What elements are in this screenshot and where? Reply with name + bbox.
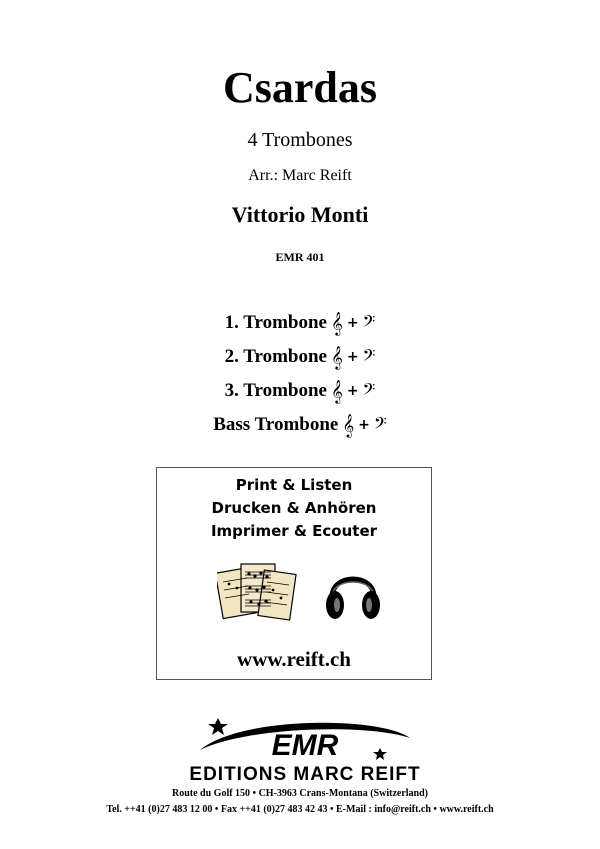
print-listen-box bbox=[156, 467, 432, 680]
part-label: 3. Trombone bbox=[224, 380, 327, 401]
bass-clef-icon: 𝄢 bbox=[362, 311, 376, 335]
sheet-music-icon bbox=[217, 560, 297, 630]
catalog-number: EMR 401 bbox=[275, 250, 325, 264]
plus-sign: + bbox=[358, 417, 370, 433]
promo-line-en: Print & Listen bbox=[235, 476, 353, 494]
clefs bbox=[331, 347, 375, 367]
part-label: Bass Trombone bbox=[213, 414, 339, 435]
clefs bbox=[342, 415, 386, 435]
headphones-icon bbox=[324, 563, 382, 623]
treble-clef-icon: 𝄞 bbox=[330, 345, 343, 369]
part-label: 1. Trombone bbox=[224, 312, 327, 333]
composer: Vittorio Monti bbox=[231, 202, 369, 227]
svg-text:EDITIONS MARC REIFT: EDITIONS MARC REIFT bbox=[189, 764, 421, 784]
bass-clef-icon: 𝄢 bbox=[362, 345, 376, 369]
subtitle: 4 Trombones bbox=[247, 129, 353, 151]
clefs bbox=[331, 313, 375, 333]
parts-list bbox=[0, 306, 600, 442]
emr-logo bbox=[160, 712, 450, 784]
bass-clef-icon: 𝄢 bbox=[362, 379, 376, 403]
promo-line-de: Drucken & Anhören bbox=[211, 499, 377, 517]
arranger: Arr.: Marc Reift bbox=[248, 167, 352, 184]
treble-clef-icon: 𝄞 bbox=[330, 311, 343, 335]
plus-sign: + bbox=[346, 383, 359, 399]
part-item bbox=[0, 374, 600, 408]
bass-clef-icon: 𝄢 bbox=[373, 413, 387, 437]
publisher-address: Route du Golf 150 • CH-3963 Crans-Montana (Switzerland) bbox=[172, 788, 428, 799]
publisher-contact: Tel. ++41 (0)27 483 12 00 • Fax ++41 (0)27 483 42 43 • E-Mail : info@reift.ch • www.reift.ch bbox=[106, 804, 494, 815]
treble-clef-icon: 𝄞 bbox=[342, 413, 355, 437]
plus-sign: + bbox=[346, 349, 359, 365]
part-item bbox=[0, 306, 600, 340]
part-item bbox=[0, 408, 600, 442]
treble-clef-icon: 𝄞 bbox=[330, 379, 343, 403]
part-label: 2. Trombone bbox=[224, 346, 327, 367]
clefs bbox=[331, 381, 375, 401]
promo-line-fr: Imprimer & Ecouter bbox=[210, 522, 378, 540]
svg-text:EMR: EMR bbox=[271, 729, 339, 762]
plus-sign: + bbox=[346, 315, 359, 331]
website-link[interactable]: www.reift.ch bbox=[237, 647, 351, 671]
part-item bbox=[0, 340, 600, 374]
title: Csardas bbox=[222, 63, 378, 112]
